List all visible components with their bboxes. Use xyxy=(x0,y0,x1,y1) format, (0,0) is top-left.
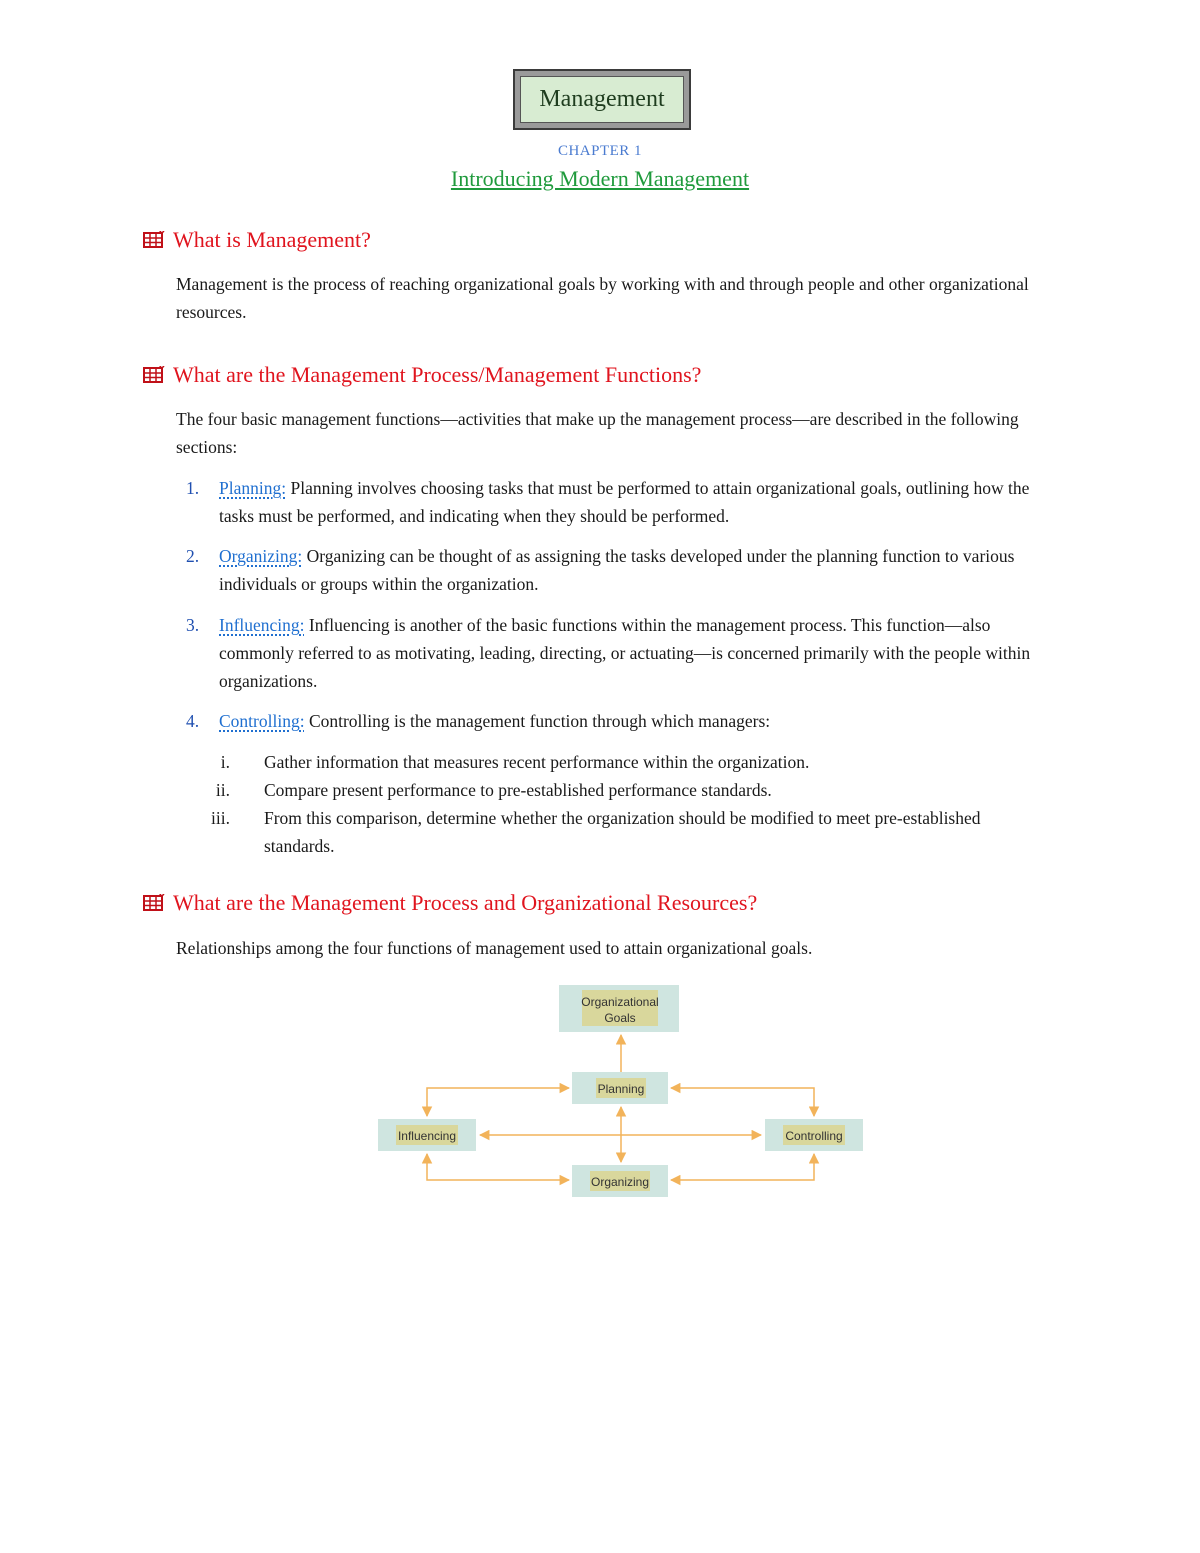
term-influencing: Influencing: xyxy=(219,615,305,635)
list-number: 3. xyxy=(186,615,200,635)
influencing-label: Influencing xyxy=(397,1129,457,1143)
term-organizing: Organizing: xyxy=(219,546,303,566)
list-number: 1. xyxy=(186,478,200,498)
controlling-label: Controlling xyxy=(785,1129,843,1143)
organizing-label: Organizing xyxy=(590,1175,650,1189)
arrow-planning-controlling xyxy=(671,1088,814,1116)
section-paragraph: Management is the process of reaching organizational goals by working with and through people and other organizational resources. xyxy=(176,274,1029,322)
chapter-title: Introducing Modern Management xyxy=(450,166,750,191)
title-box-label: Management xyxy=(520,76,684,123)
list-text: Controlling is the management function through which managers: xyxy=(304,711,771,731)
list-number: 2. xyxy=(186,546,200,566)
section-heading-text: What are the Management Process/Management Functions? xyxy=(173,362,702,387)
arrow-influencing-organizing xyxy=(427,1154,569,1180)
list-text: From this comparison, determine whether the organization should be modified to meet pre-established standards. xyxy=(264,808,981,856)
section-heading-management-functions xyxy=(143,362,701,388)
management-process-diagram xyxy=(370,980,870,1200)
list-number: 4. xyxy=(186,711,200,731)
spreadsheet-icon xyxy=(143,894,165,912)
section-heading-text: What is Management? xyxy=(173,227,371,252)
list-text: Gather information that measures recent performance within the organization. xyxy=(264,752,810,772)
section-heading-text: What are the Management Process and Organizational Resources? xyxy=(173,890,758,915)
list-text: Planning involves choosing tasks that must be performed to attain organizational goals, outlining how the tasks must be performed, and indicating when they should be performed. xyxy=(219,478,1030,526)
term-controlling: Controlling: xyxy=(219,711,305,731)
list-text: Organizing can be thought of as assigning the tasks developed under the planning function to various individuals or groups within the organization. xyxy=(219,546,1015,594)
spreadsheet-icon xyxy=(143,231,165,249)
list-number: ii. xyxy=(215,780,230,800)
section-heading-process-resources xyxy=(143,890,757,916)
section-heading-what-is-management xyxy=(143,227,371,253)
planning-label: Planning xyxy=(597,1082,645,1096)
term-planning: Planning: xyxy=(219,478,287,498)
arrow-organizing-controlling xyxy=(671,1154,814,1180)
list-text: Influencing is another of the basic functions within the management process. This function—also commonly referred to as motivating, leading, directing, or actuating—is concerned primarily with the people within organizations. xyxy=(219,615,1031,691)
spreadsheet-icon xyxy=(143,366,165,384)
list-number: i. xyxy=(220,752,230,772)
list-text: Compare present performance to pre-established performance standards. xyxy=(264,780,772,800)
section-paragraph: The four basic management functions—activities that make up the management process—are described in the following sections: xyxy=(176,409,1019,457)
title-box xyxy=(513,69,691,130)
section-paragraph: Relationships among the four functions of management used to attain organizational goals. xyxy=(176,938,813,958)
arrow-influencing-planning xyxy=(427,1088,569,1116)
goals-label-line2: Goals xyxy=(604,1011,636,1025)
chapter-label: CHAPTER 1 xyxy=(557,143,643,159)
goals-label-line1: Organizational xyxy=(581,995,659,1009)
list-number: iii. xyxy=(211,808,230,828)
